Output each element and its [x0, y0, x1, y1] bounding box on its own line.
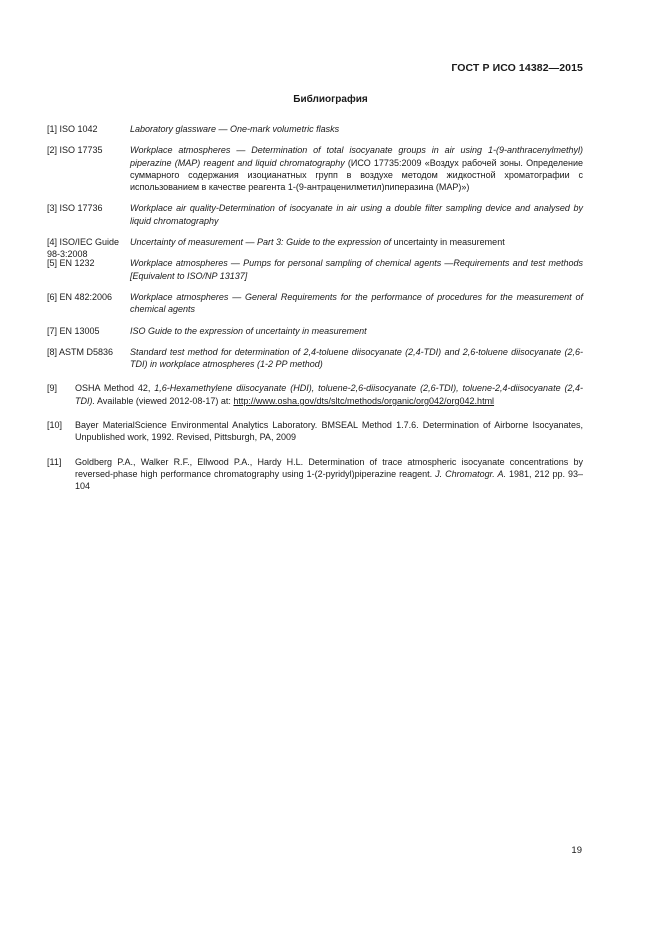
reference-entry	[47, 144, 583, 193]
reference-text	[75, 456, 583, 493]
standard-designation: ГОСТ Р ИСО 14382—2015	[451, 62, 583, 74]
reference-text-segment: Bayer MaterialScience Environmental Analytics Laboratory. BMSEAL Method 1.7.6. Determination of Airborne Isocyanates, Unpublished work, 1992. Revised, Pittsburgh, PA, 2009	[75, 420, 583, 443]
reference-text-segment: Available (viewed 2012-08-17) at:	[95, 395, 234, 406]
reference-text-segment: Uncertainty of measurement — Part 3: Guide to the expression of	[130, 237, 394, 248]
reference-entry	[47, 202, 583, 227]
reference-label: [10]	[47, 420, 63, 431]
reference-text-segment: uncertainty in measurement	[393, 237, 505, 248]
reference-text-segment: Standard test method for determination of 2,4-toluene diisocyanate (2,4-TDI) and 2,6-toluene diisocyanate (2,6-TDI) in workplace atmospheres (1-2 PP method)	[130, 346, 583, 370]
reference-label: [9]	[47, 383, 58, 394]
reference-text-segment: Workplace atmospheres — Determination of total isocyanate groups in air using 1-(9-anthracenylmethyl) piperazine (MAP) reagent and liquid chromatography	[130, 145, 583, 168]
reference-text-segment: Workplace atmospheres — General Requirements for the performance of procedures for the measurement of chemical agents	[130, 291, 583, 315]
reference-text	[130, 144, 583, 193]
reference-text-segment: Workplace air quality-Determination of isocyanate in air using a double filter sampling device and analysed by liquid chromatography	[130, 203, 583, 226]
reference-text-segment: Laboratory glassware — One-mark volumetric flasks	[130, 124, 340, 134]
reference-entry	[47, 346, 583, 371]
reference-label: [5] EN 1232	[47, 258, 95, 269]
reference-entry	[47, 257, 583, 282]
bibliography-list	[47, 123, 583, 502]
reference-label: [2] ISO 17735	[47, 145, 103, 156]
reference-text	[75, 419, 583, 444]
reference-text-segment: 1981, 212 pp. 93–104	[75, 468, 583, 492]
reference-entry	[47, 325, 583, 337]
reference-text	[75, 382, 583, 407]
reference-text-segment: 1,6-Hexamethylene diisocyanate (HDI), toluene-2,6-diisocyanate (2,6-TDI), toluene-2,4-diisocyanate (2,4-TDI).	[75, 383, 583, 406]
reference-text	[130, 202, 583, 227]
reference-label: [7] EN 13005	[47, 325, 100, 336]
reference-label: [3] ISO 17736	[47, 203, 103, 214]
reference-entry	[47, 456, 583, 493]
reference-label: [8] ASTM D5836	[47, 346, 114, 357]
reference-label: [6] EN 482:2006	[47, 291, 113, 302]
reference-url-link[interactable]: http://www.osha.gov/dts/sltc/methods/organic/org042/org042.html	[233, 395, 495, 406]
reference-text	[130, 325, 583, 337]
reference-text-segment: (ИСО 17735:2009 «Воздух рабочей зоны. Определение суммарного содержания изоцианатных групп в воздухе методом жидкостной хроматографии с использованием в качестве реагента 1-(9-антраценилметил)пиперазина (MAP)»)	[130, 157, 584, 193]
reference-label: [11]	[47, 456, 62, 467]
reference-text-segment: OSHA Method 42,	[75, 383, 155, 394]
reference-text	[130, 236, 583, 248]
reference-text	[130, 123, 583, 135]
reference-entry	[47, 123, 583, 135]
reference-label: [4] ISO/IEC Guide 98-3:2008	[47, 237, 120, 260]
reference-text	[130, 346, 583, 371]
reference-text-segment: Workplace atmospheres — Pumps for personal sampling of chemical agents —Requirements and test methods [Equivalent to ISO/NP 13137]	[130, 258, 583, 281]
page-number: 19	[571, 845, 582, 856]
reference-text	[130, 291, 583, 316]
reference-text-segment: Goldberg P.A., Walker R.F., Ellwood P.A., Hardy H.L. Determination of trace atmospheric isocyanate concentrations by reversed-phase high performance chromatography using 1-(2-pyridyl)piperazine reagent.	[75, 456, 583, 479]
reference-text-segment: ISO Guide to the expression of uncertainty in measurement	[130, 325, 367, 336]
reference-entry	[47, 291, 583, 316]
reference-entry	[47, 419, 583, 444]
reference-entry	[47, 382, 583, 407]
reference-entry	[47, 236, 583, 260]
reference-label: [1] ISO 1042	[47, 124, 98, 134]
reference-text	[130, 257, 583, 282]
section-title: Библиография	[293, 94, 368, 105]
reference-text-segment: J. Chromatogr. A.	[435, 468, 506, 479]
